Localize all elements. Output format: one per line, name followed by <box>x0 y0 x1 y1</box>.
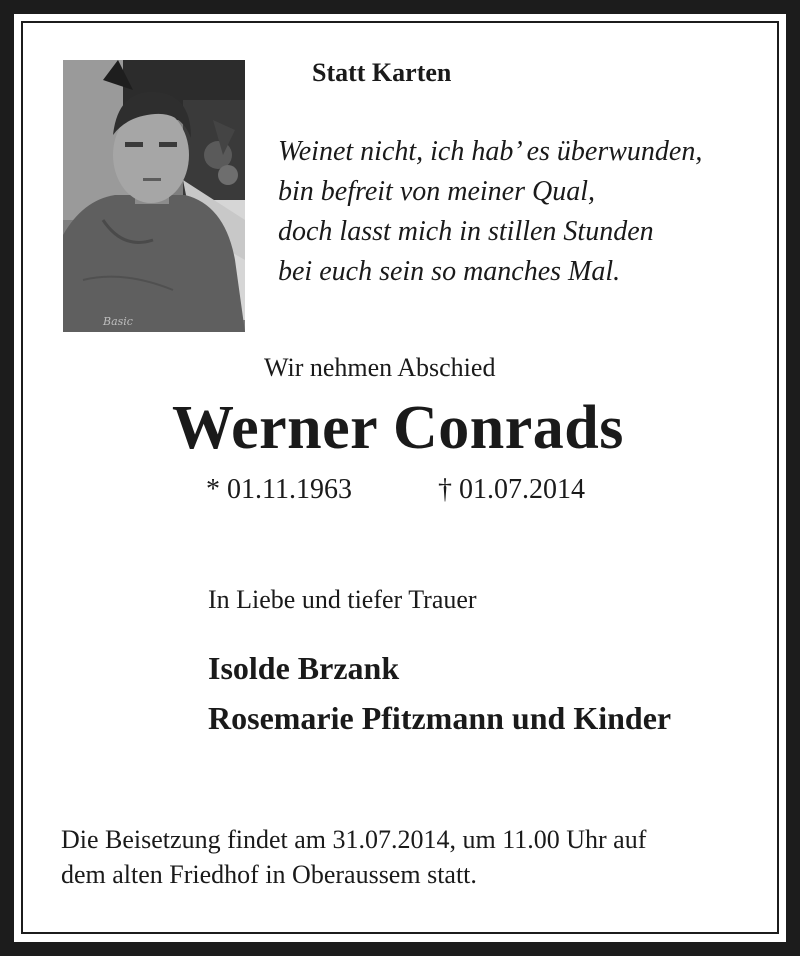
mourner-name: Isolde Brzank <box>208 650 400 686</box>
funeral-notice-line: Die Beisetzung findet am 31.07.2014, um 11.00 Uhr auf <box>61 825 647 854</box>
death-date: † 01.07.2014 <box>438 474 585 505</box>
mourning-intro: In Liebe und tiefer Trauer <box>208 585 477 614</box>
portrait-photo <box>63 60 245 332</box>
mourners-list <box>208 643 671 743</box>
birth-date: * 01.11.1963 <box>206 474 352 505</box>
deceased-name: Werner Conrads <box>172 394 624 462</box>
farewell-intro: Wir nehmen Abschied <box>264 353 496 382</box>
statt-karten-heading: Statt Karten <box>312 58 452 87</box>
poem-line: doch lasst mich in stillen Stunden <box>278 216 654 247</box>
poem <box>278 132 702 292</box>
poem-line: Weinet nicht, ich hab’ es überwunden, <box>278 136 703 167</box>
mourner-name: Rosemarie Pfitzmann und Kinder <box>208 700 672 736</box>
funeral-notice <box>61 822 646 892</box>
poem-line: bei euch sein so manches Mal. <box>278 256 621 287</box>
funeral-notice-line: dem alten Friedhof in Oberaussem statt. <box>61 860 477 889</box>
poem-line: bin befreit von meiner Qual, <box>278 176 596 207</box>
shirt-logo-text: Basic <box>103 315 133 328</box>
